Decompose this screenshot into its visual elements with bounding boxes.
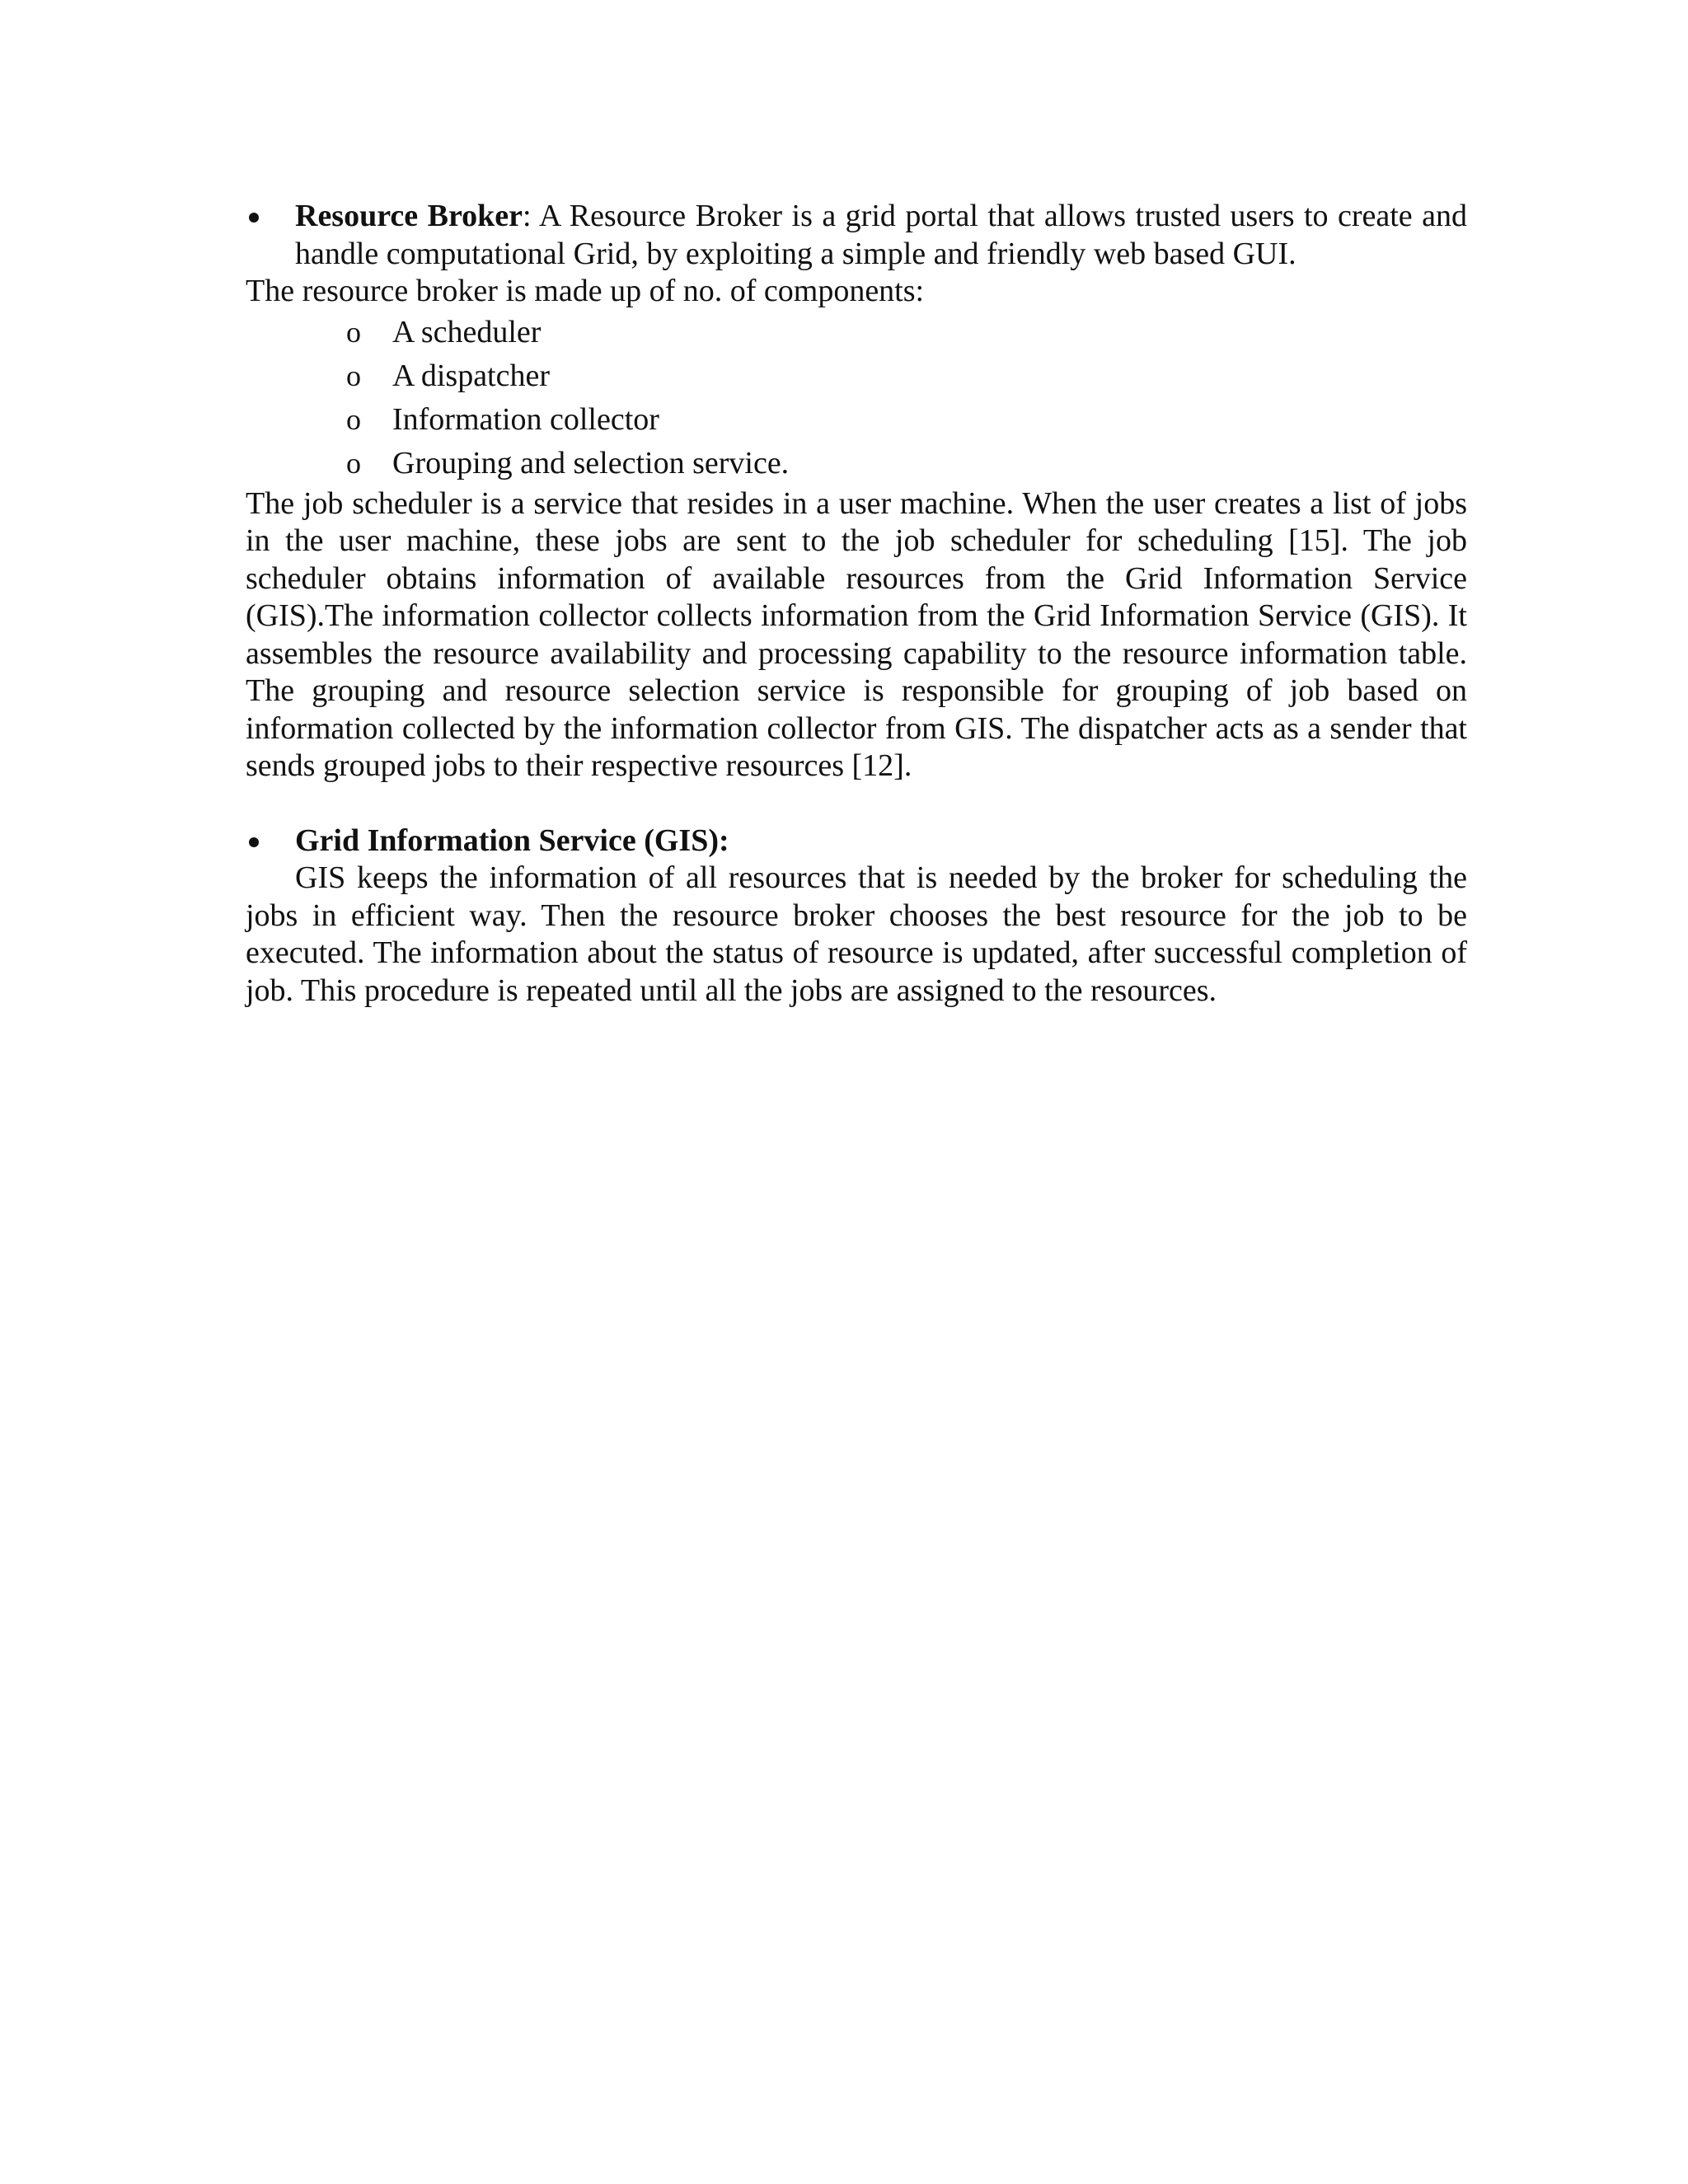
scheduler-paragraph: The job scheduler is a service that resides in a user machine. When the user creates a list of jobs in the user machine, these jobs are sent to the job scheduler for scheduling [15]. The job scheduler obtains information of available resources from the Grid Information Service (GIS).The information collector collects information from the Grid Information Service (GIS). It assembles the resource availability and processing capability to the resource information table. The grouping and resource selection service is responsible for grouping of job based on information collected by the information collector from GIS. The dispatcher acts as a sender that sends grouped jobs to their respective resources [12]. — [246, 485, 1467, 783]
circle-bullet-icon: o — [346, 402, 361, 436]
gis-paragraph: GIS keeps the information of all resources that is needed by the broker for scheduling the jobs in efficient way. Then the resource broker chooses the best resource for the job to be executed. The information about the status of resource is updated, after successful completion of job. This procedure is repeated until all the jobs are assigned to the resources. — [246, 860, 1467, 1008]
circle-bullet-icon: o — [346, 446, 361, 480]
components-list — [246, 311, 1467, 485]
list-item — [246, 398, 1467, 442]
list-item-label: Information collector — [392, 401, 659, 437]
gis-heading: Grid Information Service (GIS): — [295, 823, 729, 858]
resource-broker-term: Resource Broker — [295, 199, 523, 233]
resource-broker-definition: : A Resource Broker is a grid portal that allows trusted users to create and handle computational Grid, by exploiting a simple and friendly web based GUI. — [295, 199, 1467, 271]
list-item-label: A scheduler — [392, 314, 542, 349]
components-intro: The resource broker is made up of no. of components: — [246, 274, 925, 308]
list-item — [246, 311, 1467, 354]
list-item — [246, 354, 1467, 398]
list-item-label: Grouping and selection service. — [392, 445, 790, 480]
document-body — [246, 198, 1467, 1010]
circle-bullet-icon: o — [346, 315, 361, 349]
list-item-label: A dispatcher — [392, 358, 551, 393]
bullet-resource-broker — [246, 198, 1467, 273]
paragraph-spacer — [246, 785, 1467, 823]
list-item — [246, 442, 1467, 485]
circle-bullet-icon: o — [346, 359, 361, 392]
bullet-gis — [246, 823, 1467, 860]
